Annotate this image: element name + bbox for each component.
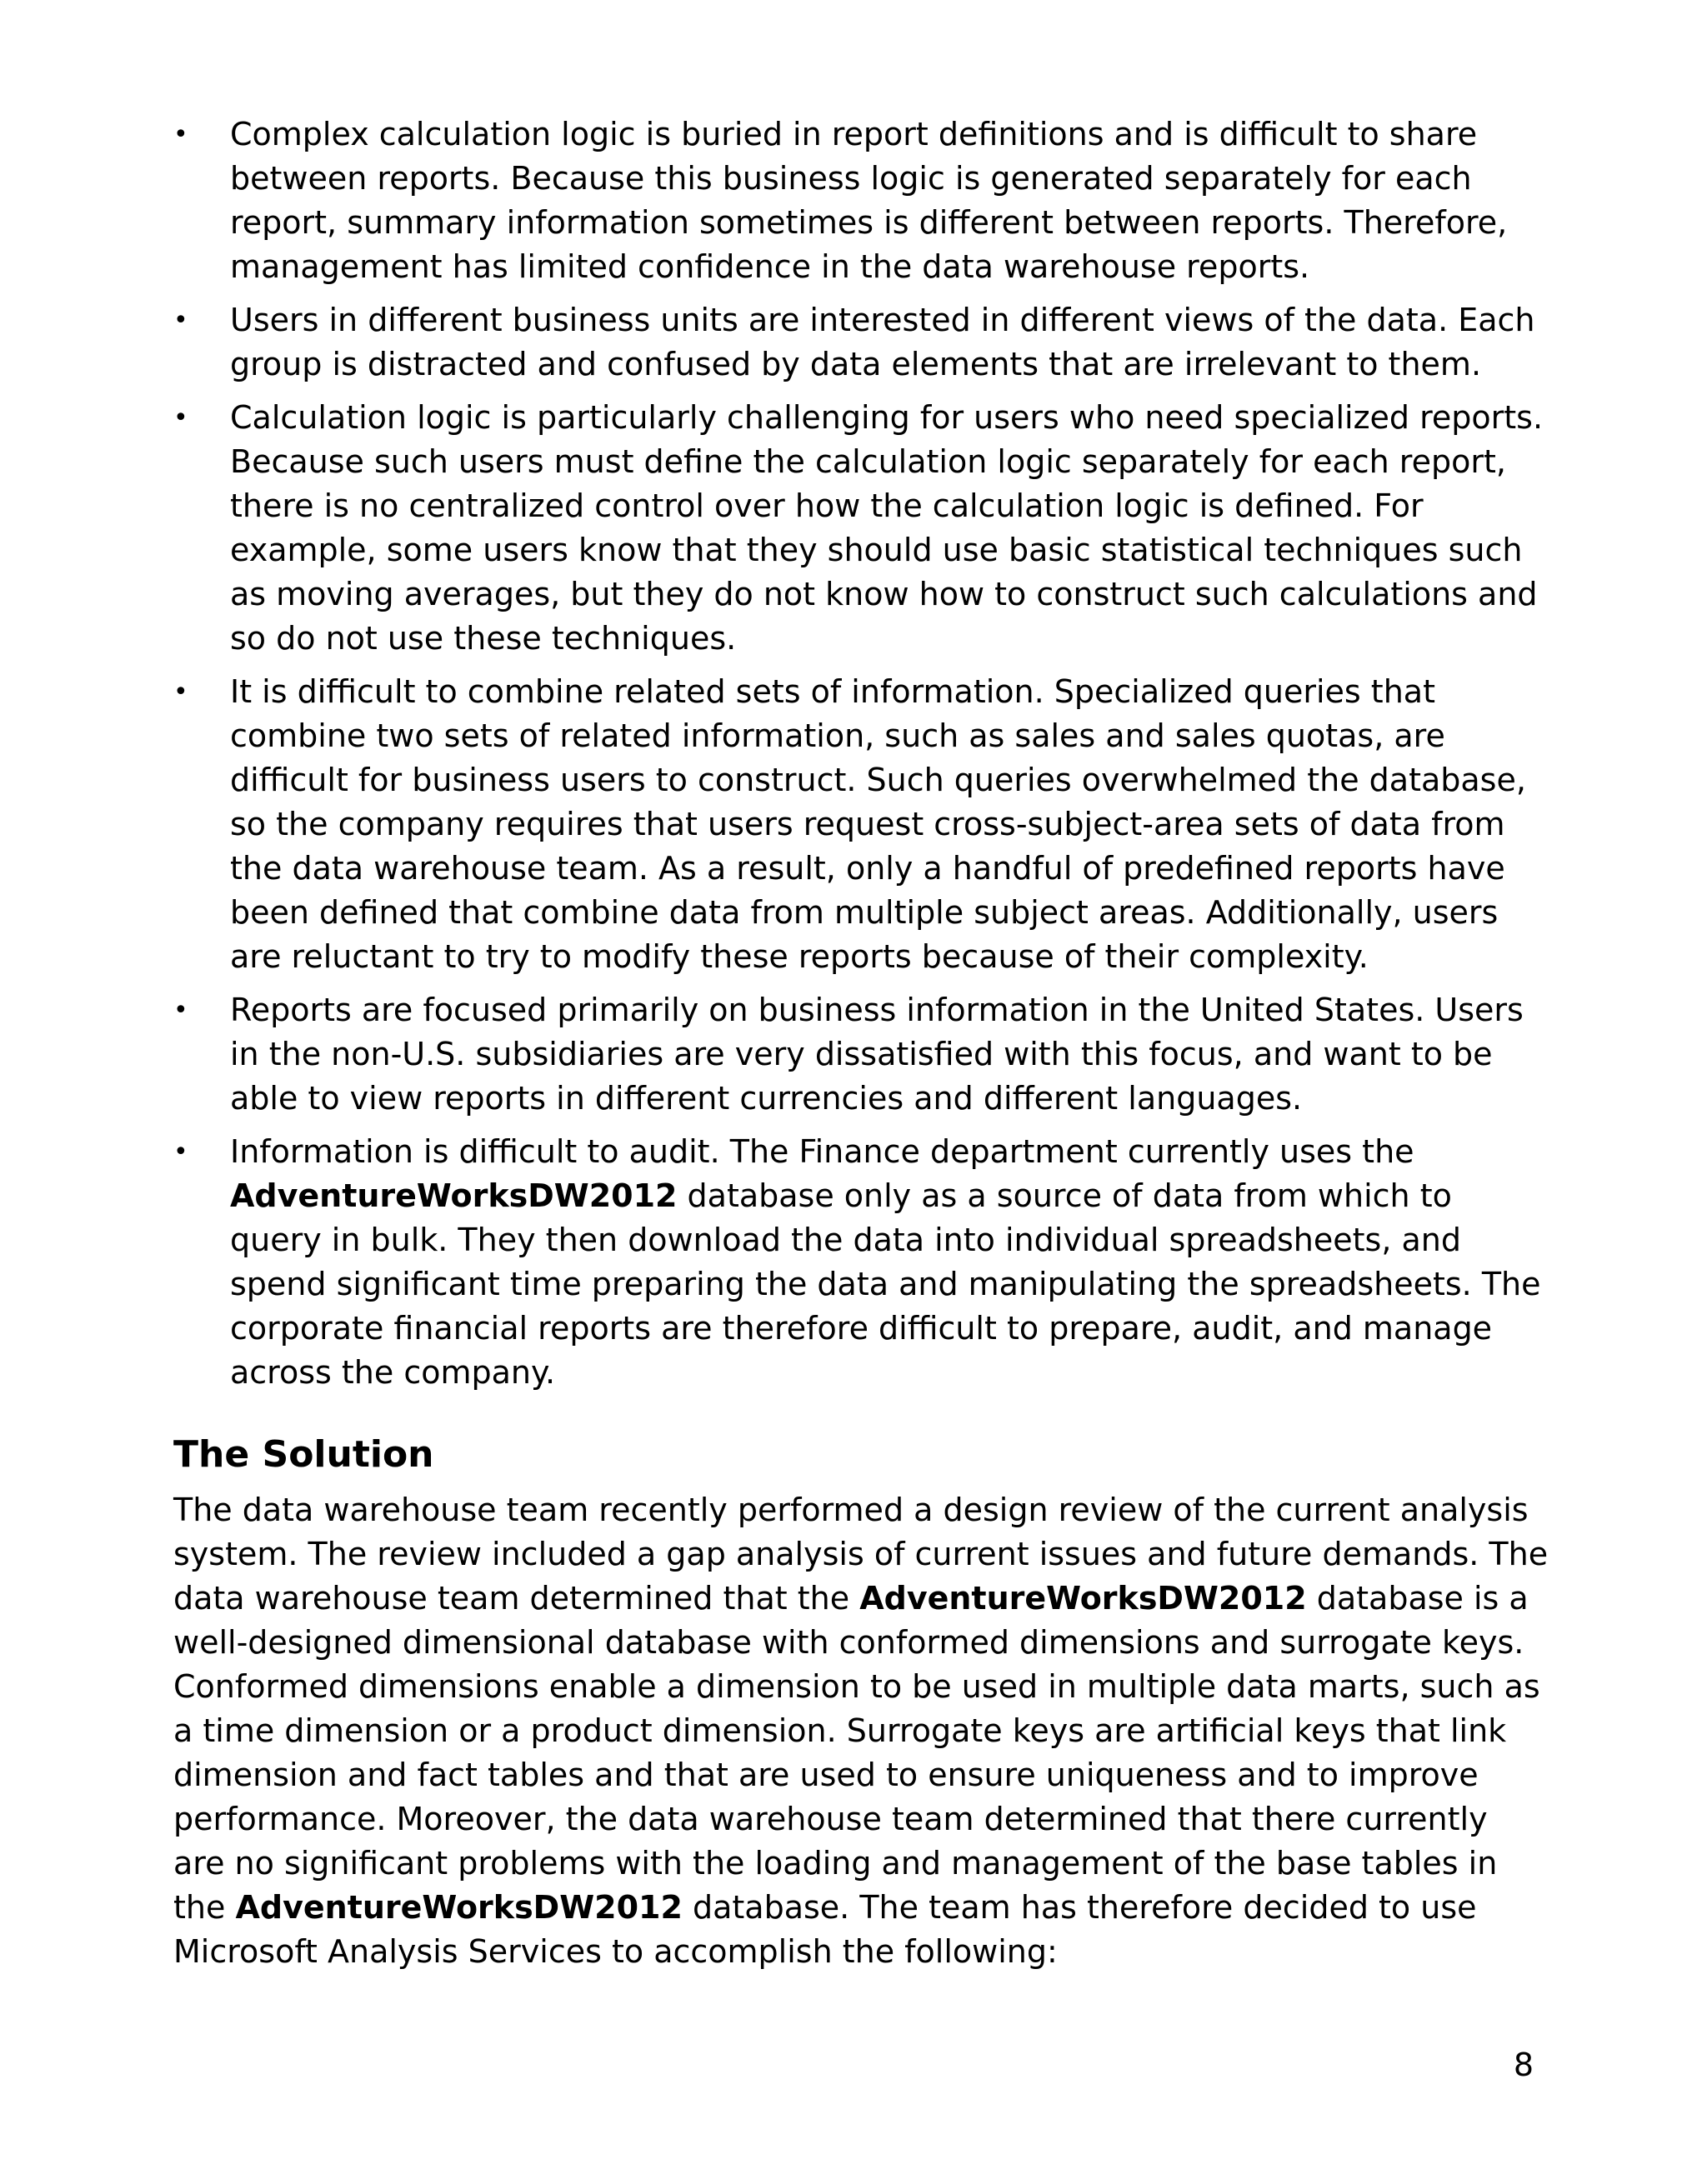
bullet-text bbox=[230, 302, 1535, 382]
bullet-item bbox=[173, 112, 1549, 289]
text-run: database is a well-designed dimensional database with conformed dimensions and surrogate keys. Conformed dimensions enable a dimension to be used in multiple data marts, such as a time dimension or a product dimension. Surrogate keys are artificial keys that link dimension and fact tables and that are used to ensure uniqueness and to improve performance. Moreover, the data warehouse team determined that there currently are no significant problems with the loading and management of the base tables in the bbox=[173, 1580, 1540, 1926]
bullet-text bbox=[230, 399, 1543, 657]
bullet-item bbox=[173, 396, 1549, 661]
bullet-icon: • bbox=[173, 677, 188, 707]
bullet-text bbox=[230, 992, 1524, 1117]
bullet-icon: • bbox=[173, 306, 188, 335]
solution-paragraph bbox=[173, 1488, 1549, 1974]
bullet-icon: • bbox=[173, 120, 188, 149]
database-name: AdventureWorksDW2012 bbox=[859, 1580, 1307, 1617]
text-run: The data warehouse team recently performed a design review of the current analysis system. The review included a gap analysis of current issues and future demands. The data warehouse team determined that the bbox=[173, 1492, 1549, 1617]
bullet-text bbox=[230, 673, 1526, 975]
issues-bullet-list bbox=[173, 112, 1549, 1395]
bullet-icon: • bbox=[173, 996, 188, 1025]
text-run: Reports are focused primarily on business information in the United States. Users in the non-U.S. subsidiaries are very dissatisfied with this focus, and want to be able to view reports in different currencies and different languages. bbox=[230, 992, 1524, 1117]
bullet-text bbox=[230, 1133, 1541, 1391]
bullet-item bbox=[173, 1130, 1549, 1395]
text-run: It is difficult to combine related sets of information. Specialized queries that combine two sets of related information, such as sales and sales quotas, are difficult for business users to construct. Such queries overwhelmed the database, so the company requires that users request cross-subject-area sets of data from the data warehouse team. As a result, only a handful of predefined reports have been defined that combine data from multiple subject areas. Additionally, users are reluctant to try to modify these reports because of their complexity. bbox=[230, 673, 1526, 975]
bullet-icon: • bbox=[173, 403, 188, 432]
text-run: Complex calculation logic is buried in report definitions and is difficult to share between reports. Because this business logic is generated separately for each report, summary information sometimes is different between reports. Therefore, management has limited confidence in the data warehouse reports. bbox=[230, 116, 1508, 285]
database-name: AdventureWorksDW2012 bbox=[230, 1177, 678, 1214]
bullet-item bbox=[173, 298, 1549, 387]
bullet-text bbox=[230, 116, 1507, 285]
text-run: Information is difficult to audit. The Finance department currently uses the bbox=[230, 1133, 1414, 1170]
bullet-item bbox=[173, 988, 1549, 1121]
bullet-item bbox=[173, 670, 1549, 979]
text-run: Calculation logic is particularly challenging for users who need specialized reports. Because such users must define the calculation logic separately for each report, there is no centralized control over how the calculation logic is defined. For example, some users know that they should use basic statistical techniques such as moving averages, but they do not know how to construct such calculations and so do not use these techniques. bbox=[230, 399, 1544, 657]
text-run: database. The team has therefore decided to use Microsoft Analysis Services to accomplish the following: bbox=[173, 1889, 1477, 1970]
section-heading: The Solution bbox=[173, 1433, 434, 1476]
database-name: AdventureWorksDW2012 bbox=[235, 1889, 683, 1926]
page-number: 8 bbox=[1513, 2047, 1534, 2083]
page-content bbox=[173, 112, 1549, 1974]
bullet-icon: • bbox=[173, 1137, 188, 1167]
text-run: database only as a source of data from which to query in bulk. They then download the data into individual spreadsheets, and spend significant time preparing the data and manipulating the spreadsheets. The corporate financial reports are therefore difficult to prepare, audit, and manage across the company. bbox=[230, 1177, 1541, 1391]
text-run: Users in different business units are interested in different views of the data. Each group is distracted and confused by data elements that are irrelevant to them. bbox=[230, 302, 1535, 382]
